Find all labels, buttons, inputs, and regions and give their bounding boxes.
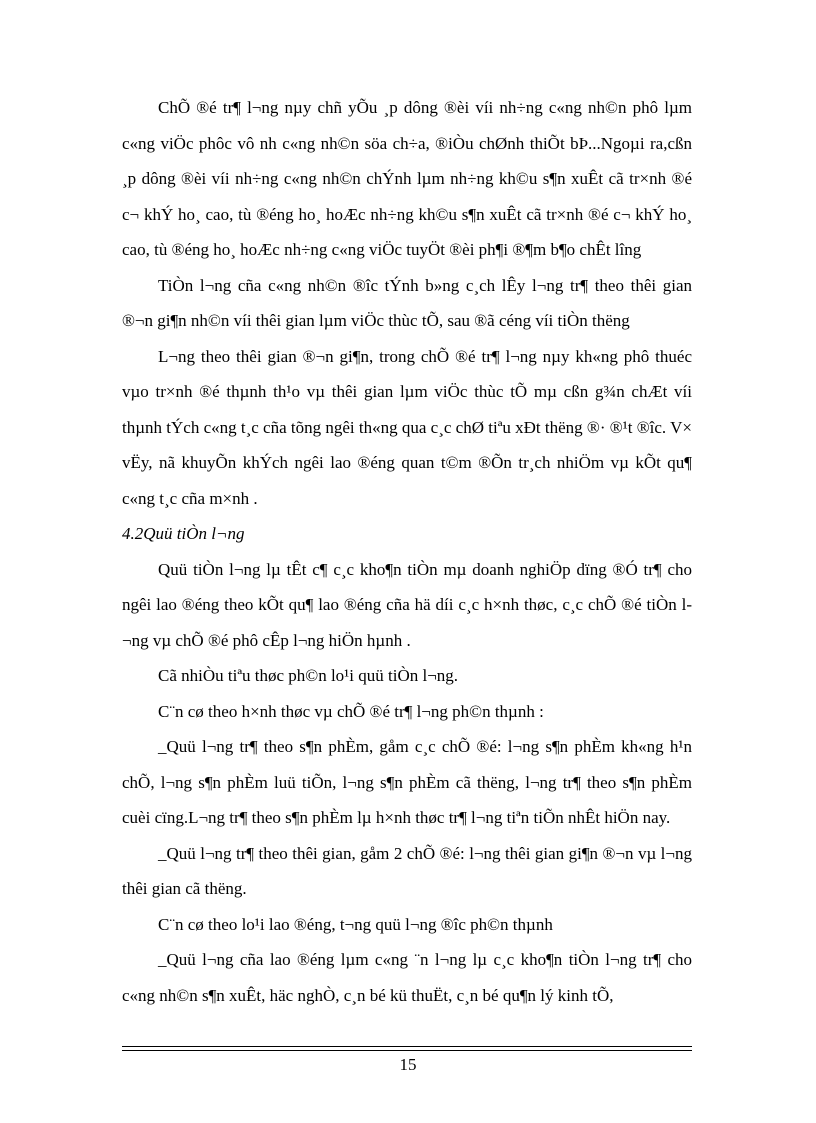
section-heading: 4.2Quü tiÒn l¬ng <box>122 524 245 543</box>
paragraph: C¨n cø theo h×nh thøc vµ chÕ ®é tr¶ l¬ng ph©n thµnh : <box>158 701 544 721</box>
paragraph: Quü tiÒn l¬ng lµ tÊt c¶ c¸c kho¶n tiÒn mµ doanh nghiÖp dïng ®Ó tr¶ cho ngêi lao ®éng theo kÕt qu¶ lao ®éng cña hä díi c¸c h×nh thøc, c¸c chÕ ®é tiÒn l¬ng vµ chÕ ®é phô cÊp l¬ng hiÖn hµnh . <box>122 559 692 650</box>
footer-rule <box>122 1050 692 1051</box>
paragraph: ChÕ ®é tr¶ l¬ng nµy chñ yÕu ¸p dông ®èi víi nh÷ng c«ng nh©n phô lµm c«ng viÖc phôc vô nh c«ng nh©n söa ch÷a, ®iÒu chØnh thiÕt bÞ...Ngoµi ra,cßn ¸p dông ®èi víi nh÷ng c«ng nh©n chÝnh lµm nh÷ng kh©u s¶n xuÊt cã tr×nh ®é c¬ khÝ ho¸ cao, tù ®éng ho¸ hoÆc nh÷ng kh©u s¶n xuÊt cã tr×nh ®é c¬ khÝ ho¸ cao, tù ®éng ho¸ hoÆc nh÷ng c«ng viÖc tuyÖt ®èi ph¶i ®¶m b¶o chÊt lîng <box>122 98 692 259</box>
paragraph: TiÒn l¬ng cña c«ng nh©n ®îc tÝnh b»ng c¸ch lÊy l¬ng tr¶ theo thêi gian ®¬n gi¶n nh©n víi thêi gian lµm viÖc thùc tÕ, sau ®ã céng víi tiÒn thëng <box>122 275 692 330</box>
page-body <box>122 90 692 1013</box>
paragraph: Cã nhiÒu tiªu thøc ph©n lo¹i quü tiÒn l¬ng. <box>158 666 459 685</box>
page-number: 15 <box>399 1055 417 1074</box>
footer-rule <box>122 1046 692 1047</box>
paragraph: _Quü l¬ng cña lao ®éng lµm c«ng ¨n l¬ng lµ c¸c kho¶n tiÒn l¬ng tr¶ cho c«ng nh©n s¶n xuÊt, häc nghÒ, c¸n bé kü thuËt, c¸n bé qu¶n lý kinh tÕ, <box>122 950 692 1005</box>
paragraph: C¨n cø theo lo¹i lao ®éng, t¬ng quü l¬ng ®îc ph©n thµnh <box>158 914 553 934</box>
paragraph: _Quü l¬ng tr¶ theo thêi gian, gåm 2 chÕ ®é: l¬ng thêi gian gi¶n ®¬n vµ l¬ng thêi gian cã thëng. <box>122 843 692 898</box>
paragraph: L¬ng theo thêi gian ®¬n gi¶n, trong chÕ ®é tr¶ l¬ng nµy kh«ng phô thuéc vµo tr×nh ®é thµnh th¹o vµ thêi gian lµm viÖc thùc tÕ mµ cßn g¾n chÆt víi thµnh tÝch c«ng t¸c cña tõng ngêi th«ng qua c¸c chØ tiªu xÐt thëng ®· ®¹t ®îc. V× vËy, nã khuyÕn khÝch ngêi lao ®éng quan t©m ®Õn tr¸ch nhiÖm vµ kÕt qu¶ c«ng t¸c cña m×nh . <box>122 346 692 508</box>
paragraph: _Quü l¬ng tr¶ theo s¶n phÈm, gåm c¸c chÕ ®é: l¬ng s¶n phÈm kh«ng h¹n chÕ, l¬ng s¶n phÈm luü tiÕn, l¬ng s¶n phÈm cã thëng, l¬ng tr¶ theo s¶n phÈm cuèi cïng.L¬ng tr¶ theo s¶n phÈm lµ h×nh thøc tr¶ l¬ng tiªn tiÕn nhÊt hiÖn nay. <box>122 737 692 827</box>
